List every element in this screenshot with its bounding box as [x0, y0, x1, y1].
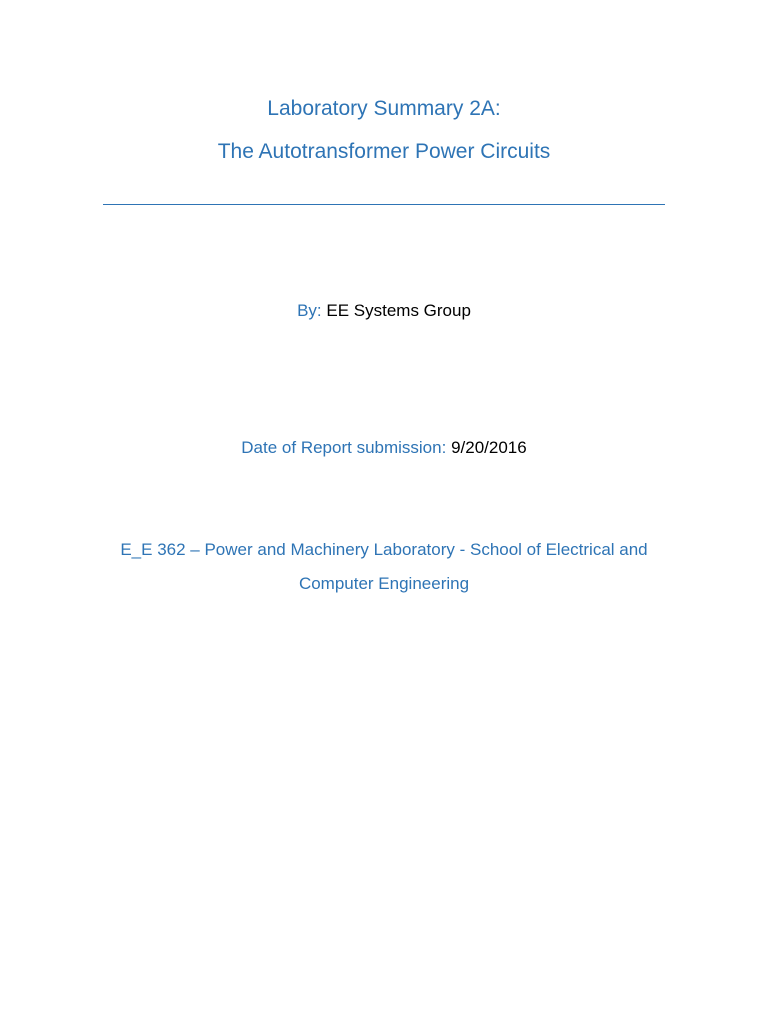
title-divider — [103, 204, 665, 205]
author-line — [0, 301, 768, 321]
author-value: EE Systems Group — [326, 301, 471, 320]
title-line-1: Laboratory Summary 2A: — [267, 97, 501, 120]
submission-date-line — [0, 438, 768, 458]
submission-date-value: 9/20/2016 — [451, 438, 527, 457]
course-line-2: Computer Engineering — [298, 574, 470, 593]
author-label: By: — [297, 301, 322, 320]
course-line-1: E_E 362 – Power and Machinery Laboratory - School of Electrical and — [120, 540, 648, 559]
submission-date-label: Date of Report submission: — [241, 438, 447, 457]
title-line-2: The Autotransformer Power Circuits — [217, 140, 551, 163]
